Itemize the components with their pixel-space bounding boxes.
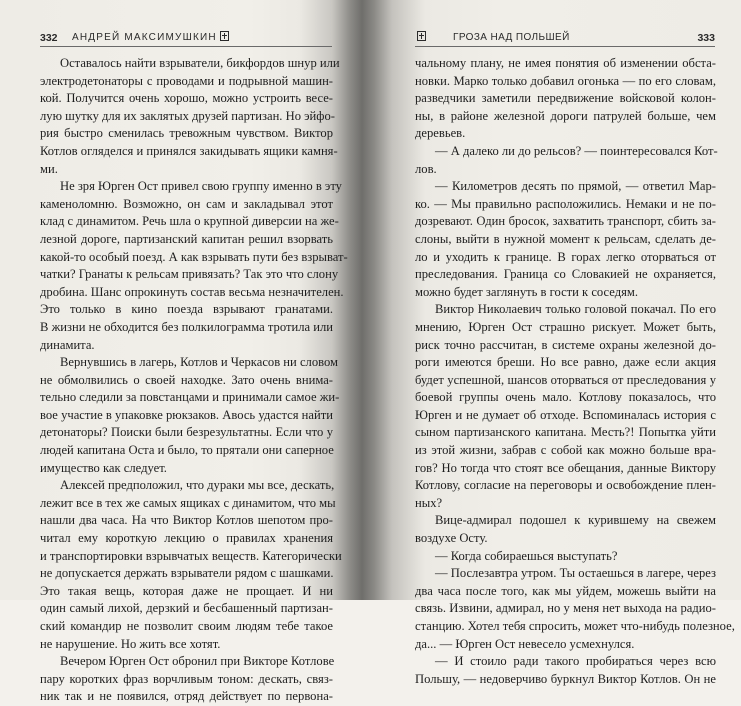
text-line: детонаторы? Поиски были безрезультатны. Если что у: [40, 425, 333, 440]
text-line: — Когда собираешься выступать?: [435, 548, 618, 563]
text-line: роги имеются бреши. Но все равно, даже если акция: [415, 355, 716, 370]
right-page-text: [415, 55, 735, 688]
right-page: [390, 0, 741, 686]
text-line: Вернувшись в лагерь, Котлов и Черкасов ни словом: [60, 355, 338, 370]
text-line: ло и уходить к границе. В горах легко оторваться от: [415, 249, 716, 264]
text-line: ных?: [415, 495, 443, 510]
text-line: ны, в районе железной дороги патрулей больше, чем: [415, 108, 716, 123]
text-line: ко. — Мы правильно расположились. Немаки и не по-: [415, 196, 716, 211]
text-line: боевой группы очень мало. Котлову показалось, что: [415, 390, 716, 405]
text-line: тельно следили за повстанцами и принимали самое жи-: [40, 390, 340, 405]
text-line: ник так и не появился, отряд действует по первона-: [40, 689, 333, 704]
text-line: пару коротких фраз ворчливым тоном: дескать, связ-: [40, 671, 333, 686]
text-line: два часа после того, как мы уйдем, можешь выйти на: [415, 583, 716, 598]
text-line: какой-то особый поезд. А как взрывать пути без взрыват-: [40, 249, 348, 264]
text-line: разведчики заметили передвижение войсковой колон-: [415, 91, 716, 106]
text-line: станцию. Хотел тебя спросить, может что-нибудь полезное,: [415, 619, 735, 633]
text-line: Виктор Николаевич только головой покачал. По его: [435, 302, 716, 317]
text-line: можно будет заглянуть в гости к соседям.: [415, 284, 639, 299]
text-line: клад с динамитом. Речь шла о крупной диверсии на же-: [40, 214, 339, 229]
text-line: Алексей предположил, что дураки мы все, дескать,: [60, 478, 335, 493]
text-line: Это только в кино поезда взрывают гранатами.: [40, 302, 333, 317]
text-line: В жизни не обходится без полкилограмма тротила или: [40, 319, 333, 334]
text-line: лезной дороге, партизанский капитан решил взорвать: [40, 231, 333, 246]
text-line: сыном партизанского капитана. Месть?! Попытка уйти: [415, 425, 716, 440]
text-line: мнению, Юрген Ост страшно рискует. Может быть,: [415, 319, 716, 334]
text-line: нашли два часа. На что Виктор Котлов шепотом про-: [40, 513, 333, 528]
text-line: один самый лихой, дерзкий и бесбашенный партизан-: [40, 601, 333, 616]
text-line: Польшу, — недоверчиво буркнул Виктор Котлов. Он не: [415, 671, 716, 686]
text-line: — А далеко ли до рельсов? — поинтересовался Кот-: [435, 143, 718, 158]
text-line: риск точно рассчитан, в системе охраны железной до-: [415, 337, 716, 352]
text-line: воздухе Осту.: [415, 531, 488, 546]
text-line: преследования. Граница со Словакией не охраняется,: [415, 267, 716, 282]
text-line: связь. Извини, адмирал, но у меня нет выхода на радио-: [415, 601, 716, 616]
text-line: — Километров десять по прямой, — ответил Мар-: [435, 179, 716, 194]
text-line: не обмолвились о своей находке. Зато очень внима-: [40, 372, 333, 387]
text-line: рия быстро сменилась тревожным чувством. Виктор: [40, 126, 333, 141]
text-line: — И стоило ради такого пробираться через всю: [435, 654, 716, 669]
text-line: ми.: [40, 161, 58, 176]
text-line: вое участие в упаковке рюкзаков. Авось удастся найти: [40, 407, 333, 422]
text-line: дробина. Шанс опрокинуть состав весьма незначителен.: [40, 284, 344, 299]
text-line: динамита.: [40, 337, 95, 352]
left-page-text: [40, 55, 348, 706]
text-line: Котлову, согласие на переговоры и освобождение плен-: [415, 478, 716, 493]
text-line: Оставалось найти взрыватели, бикфордов шнур или: [60, 56, 340, 70]
text-line: читал ему короткую лекцию о правилах хранения: [40, 531, 333, 546]
header-rule: [40, 46, 332, 47]
text-line: кой. Получится очень хорошо, можно устроить весе-: [40, 91, 333, 106]
text-line: новки. Марко только добавил огонька — по его словам,: [415, 73, 716, 88]
left-page: [0, 0, 350, 704]
text-line: лов.: [415, 161, 437, 176]
text-line: чатки? Гранаты к рельсам привязать? Так это что слону: [40, 267, 339, 282]
ornament-icon: [220, 31, 229, 41]
text-line: слоны, выйти в нужной момент к рельсам, сделать де-: [415, 231, 716, 246]
text-line: — Послезавтра утром. Ты остаешься в лагере, через: [435, 566, 716, 581]
right-page-header: [415, 32, 715, 50]
text-line: имущество как следует.: [40, 460, 167, 475]
text-line: лую шутку для их заклятых друзей партизан. Но эйфо-: [40, 108, 335, 123]
text-line: каменоломню. Возможно, он сам и закладывал этот: [40, 196, 333, 211]
text-line: Это такая вещь, которая даже не прощает. И ни: [40, 583, 333, 598]
text-line: не допускается держать взрыватели рядом с шашками.: [40, 566, 334, 581]
text-line: и транспортировки взрывчатых веществ. Категорически: [40, 548, 342, 563]
text-line: Юрген и не думает об отходе. Вспоминалась история с: [415, 407, 716, 422]
text-line: чальному плану, не имея понятия об изменении обста-: [415, 56, 716, 70]
left-page-header: [40, 32, 332, 50]
ornament-icon: [417, 31, 426, 41]
text-line: будет успешной, шансов оторваться от преследования у: [415, 372, 716, 387]
text-line: людей капитана Оста и было, то прятали они саперное: [40, 443, 334, 458]
header-rule: [415, 46, 715, 47]
text-line: ский командир не позволит своим людям тебе такое: [40, 619, 333, 633]
page-number: 332: [40, 32, 58, 44]
title-running-head: ГРОЗА НАД ПОЛЬШЕЙ: [453, 32, 570, 43]
text-line: электродетонаторы с проводами и подрывной машин-: [40, 73, 333, 88]
page-number: 333: [697, 32, 715, 44]
author-running-head: АНДРЕЙ МАКСИМУШКИН: [72, 32, 217, 43]
text-line: Вечером Юрген Ост обронил при Викторе Котлове: [60, 654, 335, 669]
text-line: деревьев.: [415, 126, 466, 141]
text-line: гов? Но тогда что стоят все обещания, данные Виктору: [415, 460, 716, 475]
text-line: из этой жизни, забрав с собой как можно больше вра-: [415, 443, 716, 458]
text-line: Вице-адмирал подошел к курившему на свежем: [435, 513, 716, 528]
text-line: да... — Юрген Ост невесело усмехнулся.: [415, 636, 635, 651]
text-line: Котлов огляделся и принялся закидывать ящики камня-: [40, 143, 338, 158]
text-line: лежит все в тех же самых ящиках с динамитом, что мы: [40, 495, 336, 510]
text-line: дозревают. Один бросок, захватить транспорт, сбить за-: [415, 214, 716, 229]
text-line: не нарушение. Но жить все хотят.: [40, 636, 221, 651]
text-line: Не зря Юрген Ост привел свою группу именно в эту: [60, 179, 342, 194]
